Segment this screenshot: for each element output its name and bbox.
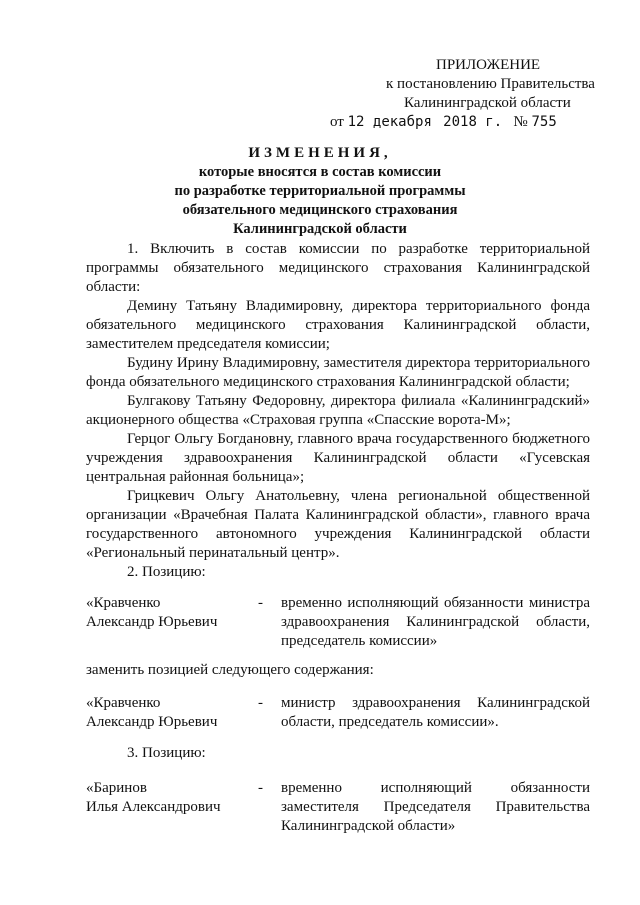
appendix-title: ПРИЛОЖЕНИЕ — [436, 57, 541, 73]
paragraph-gritskevich: Грицкевич Ольгу Анатольевну, члена региональной общественной организации «Врачебная Палата Калининградской области», главного врача государственного автономного учреждения Калининградской области «Региональный перинатальный центр». — [86, 488, 590, 561]
heading-line-2: по разработке территориальной программы — [174, 183, 466, 199]
number-sign: № — [513, 114, 528, 130]
position-name: «Баринов Илья Александрович — [86, 780, 221, 815]
paragraph-demina: Демину Татьяну Владимировну, директора территориального фонда обязательного медицинского страхования Калининградской области, заместителем председателя комиссии; — [86, 298, 590, 352]
position-dash: - — [258, 595, 263, 611]
document-heading — [0, 144, 640, 239]
document-body — [86, 240, 590, 582]
date-year: 2018 г. — [443, 114, 503, 130]
position-description: министр здравоохранения Калининградской области, председатель комиссии». — [281, 695, 590, 730]
date-prefix: от — [330, 114, 344, 130]
position-name: «Кравченко Александр Юрьевич — [86, 695, 218, 730]
paragraph-bulgakova: Булгакову Татьяну Федоровну, директора филиала «Калининградский» акционерного общества «Страховая группа «Спасские ворота-М»; — [86, 393, 590, 428]
position-dash: - — [258, 780, 263, 796]
appendix-date-line — [300, 113, 600, 132]
heading-line-3: обязательного медицинского страхования — [182, 202, 458, 218]
heading-line-1: которые вносятся в состав комиссии — [198, 164, 442, 180]
appendix-line-1: к постановлению Правительства — [386, 76, 595, 92]
position-name: «Кравченко Александр Юрьевич — [86, 595, 218, 630]
paragraph-budina: Будину Ирину Владимировну, заместителя директора территориального фонда обязательного медицинского страхования Калининградской области; — [86, 355, 590, 390]
position-dash: - — [258, 695, 263, 711]
paragraph-item-2: 2. Позицию: — [127, 564, 206, 580]
replace-text: заменить позицией следующего содержания: — [86, 662, 374, 678]
paragraph-item-3: 3. Позицию: — [127, 745, 206, 761]
paragraph-item-1: 1. Включить в состав комиссии по разработке территориальной программы обязательного медицинского страхования Калининградской области: — [86, 241, 590, 295]
position-description: временно исполняющий обязанности министра здравоохранения Калининградской области, председатель комиссии» — [281, 595, 590, 649]
heading-line-4: Калининградской области — [233, 221, 407, 237]
appendix-block — [300, 56, 600, 132]
document-number: 755 — [531, 114, 557, 130]
appendix-line-2: Калининградской области — [404, 95, 571, 111]
heading-title: ИЗМЕНЕНИЯ, — [248, 145, 392, 161]
position-description: временно исполняющий обязанности заместителя Председателя Правительства Калининградской области» — [281, 780, 590, 834]
date-day-month: 12 декабря — [347, 114, 432, 130]
paragraph-gertsog: Герцог Ольгу Богдановну, главного врача государственного бюджетного учреждения здравоохранения Калининградской области «Гусевская центральная районная больница»; — [86, 431, 590, 485]
